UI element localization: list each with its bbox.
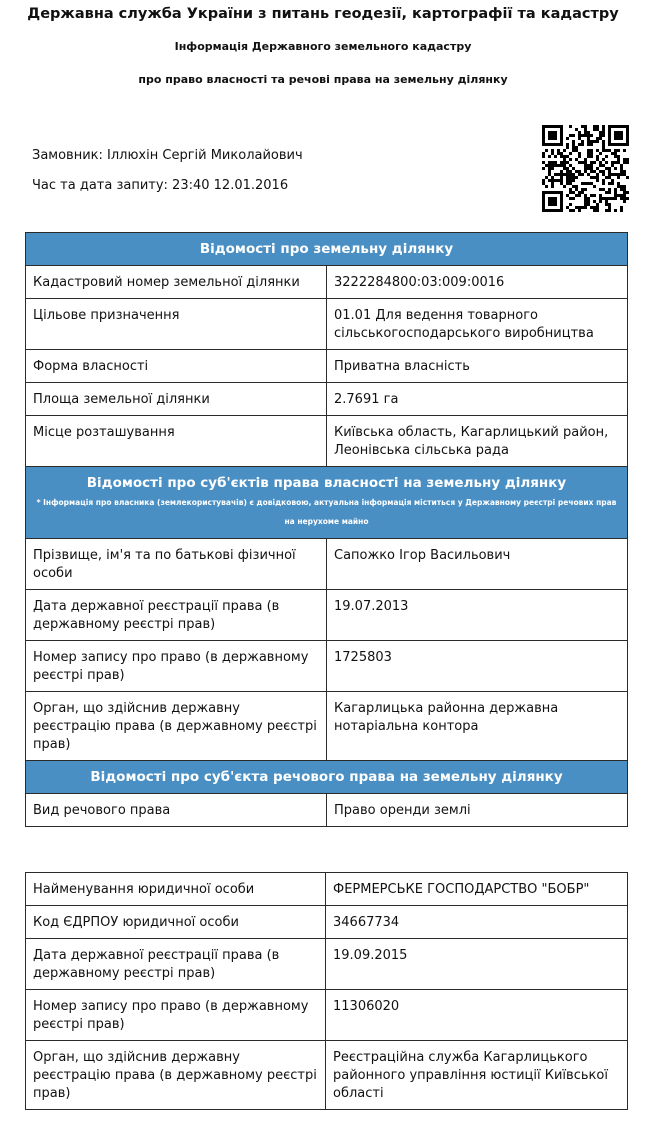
owner-record-number-label: Номер запису про право (в державному реєстрі прав) <box>26 641 327 692</box>
document-subtitle: про право власності та речові права на земельну ділянку <box>138 73 508 86</box>
tenant-info-table <box>25 872 628 1110</box>
area-label: Площа земельної ділянки <box>26 383 327 416</box>
table-row <box>26 939 628 990</box>
cadastral-number-label: Кадастровий номер земельної ділянки <box>26 266 327 299</box>
location-value: Київська область, Кагарлицький район, Леонівська сільська рада <box>327 416 628 467</box>
owner-reg-date-label: Дата державної реєстрації права (в державному реєстрі прав) <box>26 590 327 641</box>
table-row <box>26 299 628 350</box>
ownership-form-label: Форма власності <box>26 350 327 383</box>
owner-name-value: Сапожко Ігор Васильович <box>327 539 628 590</box>
tenant-registrar-value: Реєстраційна служба Кагарлицького районного управління юстиції Київської області <box>326 1041 628 1110</box>
request-datetime: Час та дата запиту: 23:40 12.01.2016 <box>32 178 289 193</box>
table-row <box>26 590 628 641</box>
table-row <box>26 350 628 383</box>
land-info-table <box>25 232 628 827</box>
table-row <box>26 383 628 416</box>
table-row <box>26 539 628 590</box>
tenant-reg-date-label: Дата державної реєстрації права (в державному реєстрі прав) <box>26 939 326 990</box>
tenant-reg-date-value: 19.09.2015 <box>326 939 628 990</box>
customer-line: Замовник: Іллюхін Сергій Миколайович <box>32 148 303 163</box>
tenant-record-number-value: 11306020 <box>326 990 628 1041</box>
agency-title: Державна служба України з питань геодезії, картографії та кадастру <box>27 6 619 22</box>
table-row <box>26 641 628 692</box>
location-label: Місце розташування <box>26 416 327 467</box>
table-row <box>26 266 628 299</box>
table-row <box>26 906 628 939</box>
owner-section-header <box>26 467 628 539</box>
purpose-label: Цільове призначення <box>26 299 327 350</box>
table-row <box>26 873 628 906</box>
purpose-value: 01.01 Для ведення товарного сільськогосподарського виробництва <box>327 299 628 350</box>
table-row <box>26 1041 628 1110</box>
owner-section-title: Відомості про суб'єктів права власності на земельну ділянку <box>86 475 567 491</box>
document-title: Інформація Державного земельного кадастру <box>174 40 472 53</box>
edrpou-value: 34667734 <box>326 906 628 939</box>
table-row <box>26 692 628 761</box>
owner-name-label: Прізвище, ім'я та по батькові фізичної особи <box>26 539 327 590</box>
area-value: 2.7691 га <box>327 383 628 416</box>
table-row <box>26 794 628 827</box>
table-row <box>26 416 628 467</box>
entity-name-value: ФЕРМЕРСЬКЕ ГОСПОДАРСТВО "БОБР" <box>326 873 628 906</box>
ownership-form-value: Приватна власність <box>327 350 628 383</box>
land-section-header: Відомості про земельну ділянку <box>26 233 628 266</box>
tenant-record-number-label: Номер запису про право (в державному реєстрі прав) <box>26 990 326 1041</box>
entity-name-label: Найменування юридичної особи <box>26 873 326 906</box>
tenant-registrar-label: Орган, що здійснив державну реєстрацію права (в державному реєстрі прав) <box>26 1041 326 1110</box>
real-right-section-header: Відомості про суб'єкта речового права на земельну ділянку <box>26 761 628 794</box>
right-type-value: Право оренди землі <box>327 794 628 827</box>
edrpou-label: Код ЄДРПОУ юридичної особи <box>26 906 326 939</box>
right-type-label: Вид речового права <box>26 794 327 827</box>
cadastral-number-value: 3222284800:03:009:0016 <box>327 266 628 299</box>
table-row <box>26 990 628 1041</box>
owner-reg-date-value: 19.07.2013 <box>327 590 628 641</box>
owner-registrar-label: Орган, що здійснив державну реєстрацію права (в державному реєстрі прав) <box>26 692 327 761</box>
qr-code-icon <box>542 125 629 212</box>
owner-registrar-value: Кагарлицька районна державна нотаріальна контора <box>327 692 628 761</box>
owner-section-note: * Інформація про власника (землекористувачів) є довідковою, актуальна інформація міститься у Державному реєстрі речових прав на нерухоме майно <box>36 498 617 526</box>
owner-record-number-value: 1725803 <box>327 641 628 692</box>
